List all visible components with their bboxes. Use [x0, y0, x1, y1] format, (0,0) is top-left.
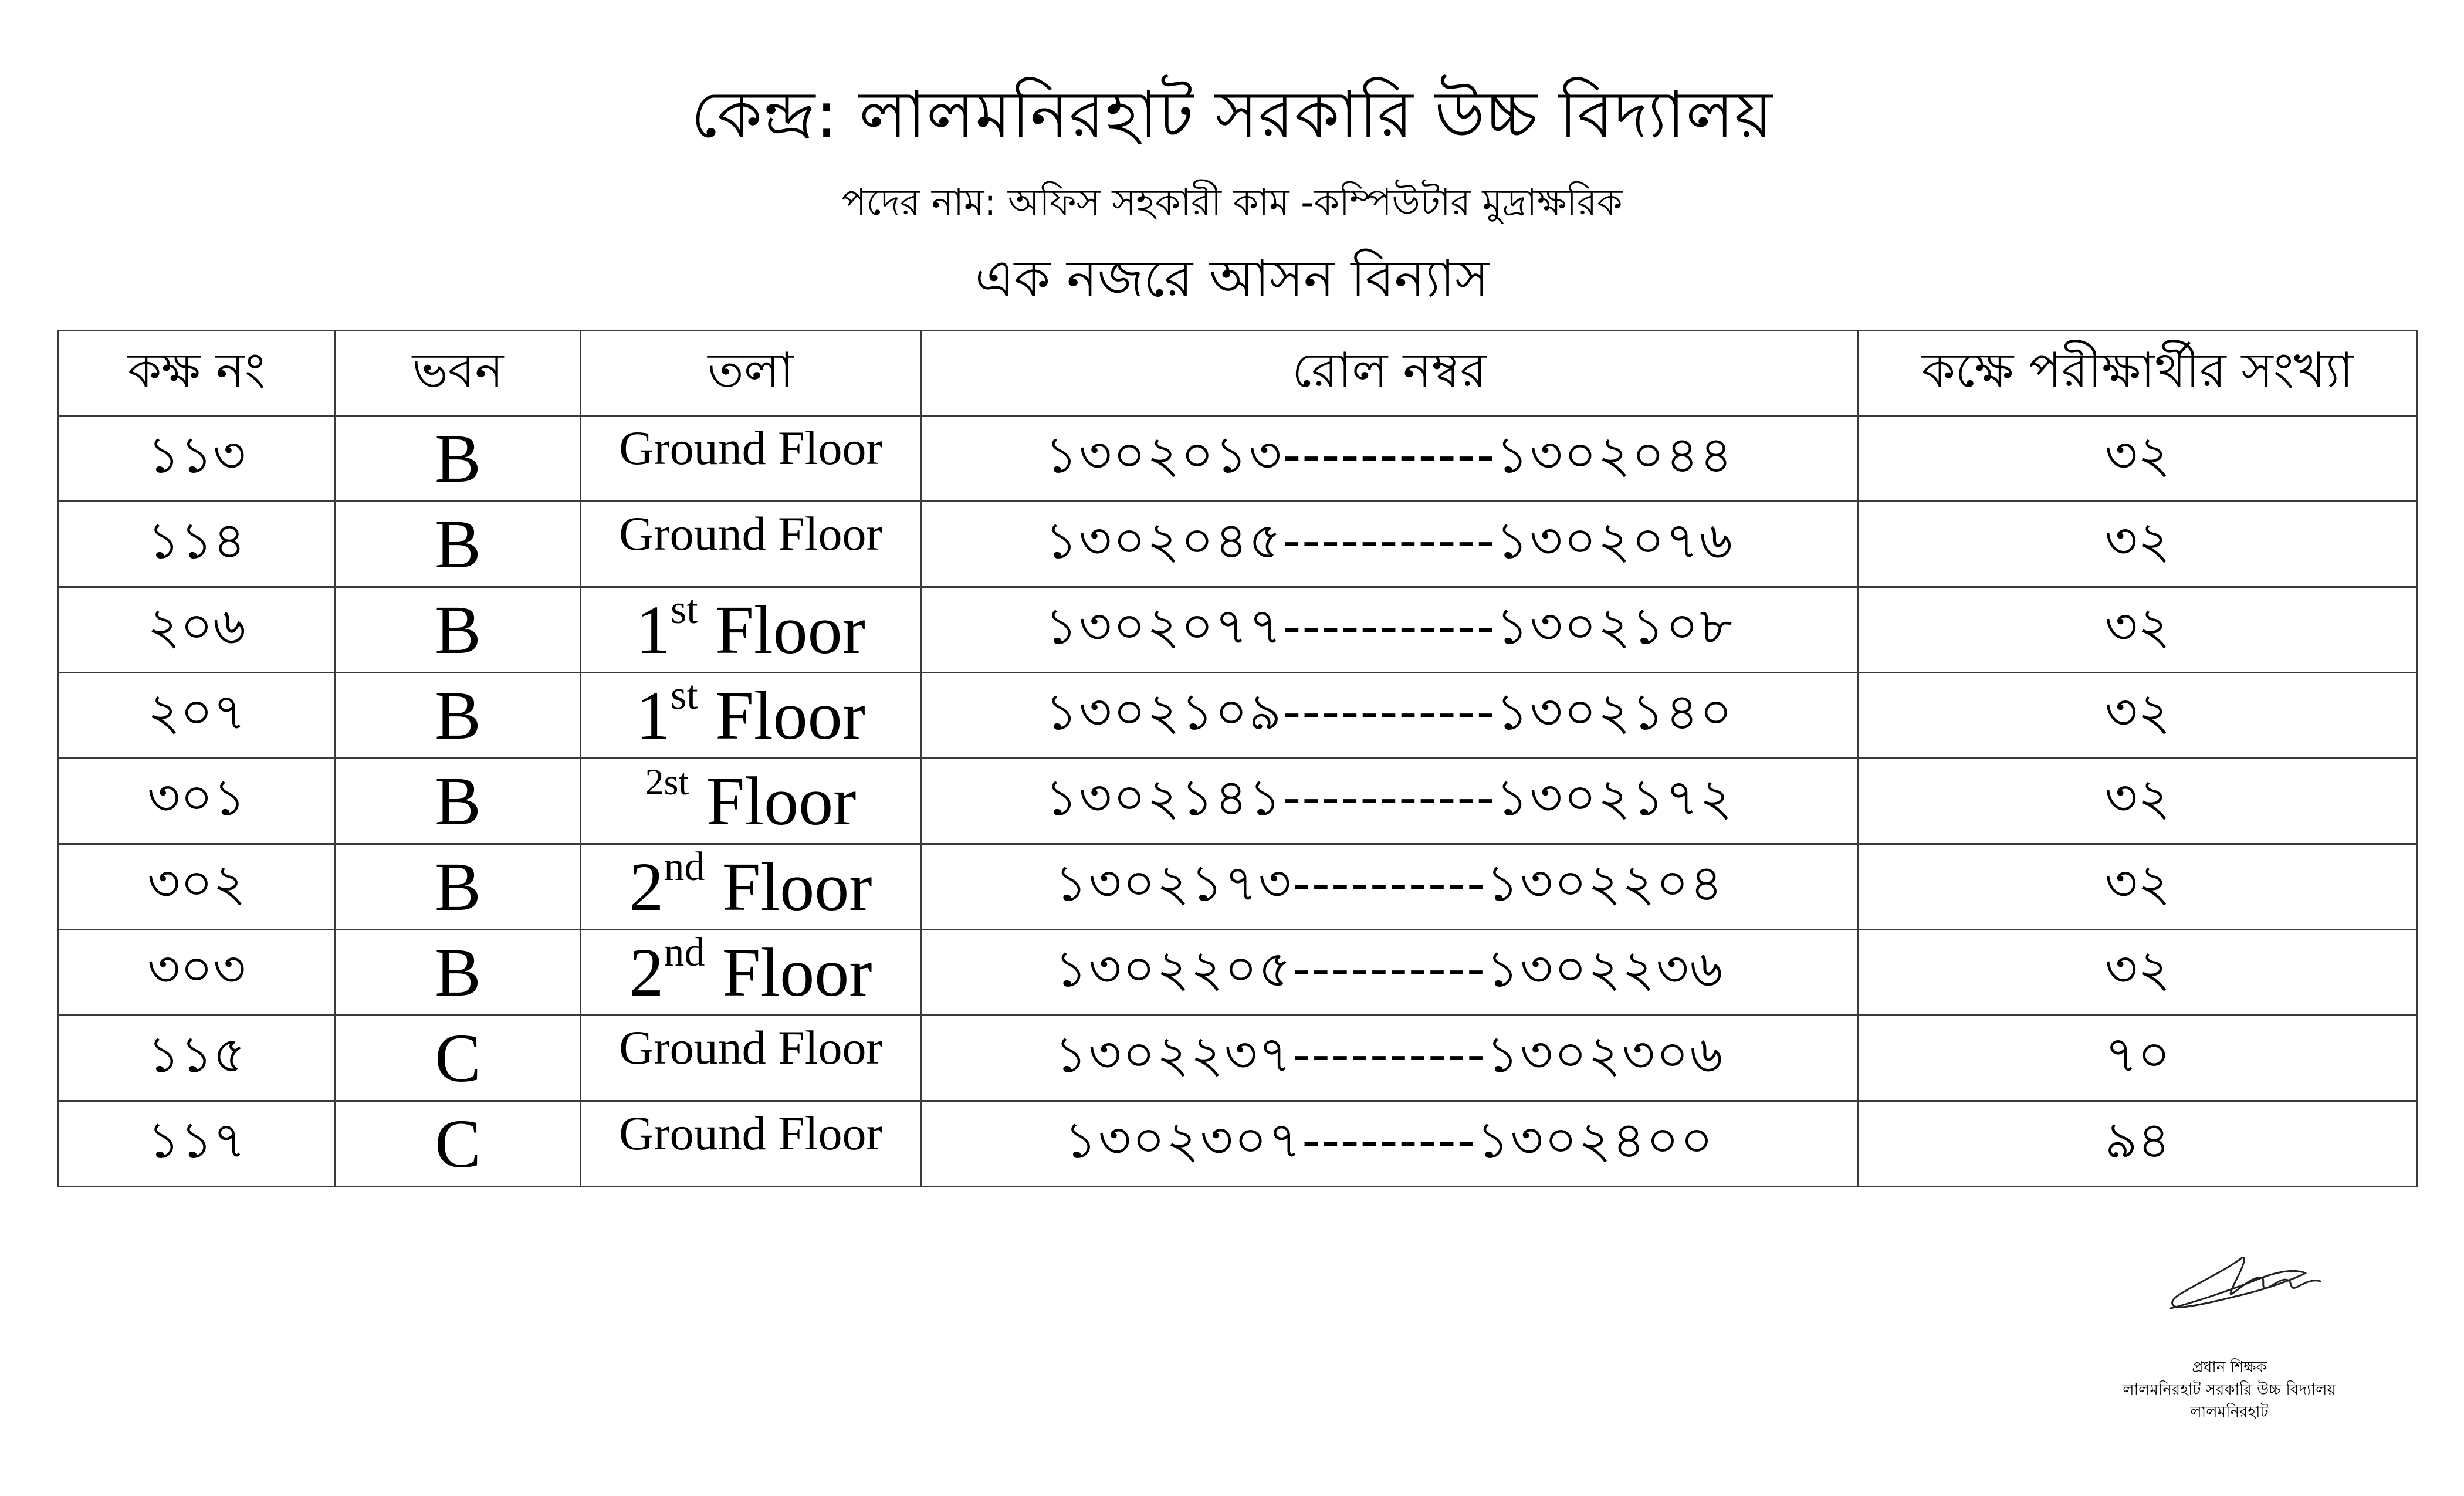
post-title: পদের নাম: অফিস সহকারী কাম -কম্পিউটার মুদ্রাক্ষরিক [841, 181, 1623, 224]
table-row [58, 1016, 2418, 1101]
floor-cell [581, 1016, 921, 1101]
building-cell: B [336, 587, 581, 673]
floor-ordinal-suffix: nd [664, 844, 705, 890]
floor-cell [581, 930, 921, 1016]
floor-number: 2 [629, 848, 664, 925]
table-row [58, 416, 2418, 502]
table-header-row [58, 331, 2418, 416]
signature-graphic [2159, 1238, 2329, 1326]
room-number-cell: ১১৭ [58, 1101, 336, 1187]
column-header-floor: তলা [581, 331, 921, 416]
floor-word: Floor [705, 933, 872, 1011]
roll-range-cell: ১৩০২০১৩-----------১৩০২০৪৪ [921, 416, 1858, 502]
roll-range-cell: ১৩০২১৭৩----------১৩০২২০৪ [921, 844, 1858, 930]
building-cell: C [336, 1101, 581, 1187]
table-row [58, 844, 2418, 930]
floor-label [645, 763, 857, 840]
building-cell: C [336, 1016, 581, 1101]
room-number-cell: ৩০২ [58, 844, 336, 930]
floor-ordinal-suffix: st [671, 587, 698, 633]
building-cell: B [336, 502, 581, 587]
room-number-cell: ১১৩ [58, 416, 336, 502]
floor-ordinal-suffix: 2st [645, 761, 689, 803]
roll-range-cell: ১৩০২২৩৭----------১৩০২৩০৬ [921, 1016, 1858, 1101]
building-cell: B [336, 759, 581, 844]
floor-cell [581, 759, 921, 844]
roll-range-cell: ১৩০২১৪১-----------১৩০২১৭২ [921, 759, 1858, 844]
roll-range-cell: ১৩০২২০৫----------১৩০২২৩৬ [921, 930, 1858, 1016]
floor-cell [581, 587, 921, 673]
room-number-cell: ২০৭ [58, 673, 336, 759]
signatory-school: লালমনিরহাট সরকারি উচ্চ বিদ্যালয় [2123, 1381, 2336, 1399]
floor-word: Floor [698, 676, 865, 754]
floor-cell [581, 1101, 921, 1187]
room-number-cell: ৩০১ [58, 759, 336, 844]
column-header-room: কক্ষ নং [58, 331, 336, 416]
column-header-building: ভবন [336, 331, 581, 416]
room-number-cell: ২০৬ [58, 587, 336, 673]
column-header-count: কক্ষে পরীক্ষার্থীর সংখ্যা [1858, 331, 2418, 416]
roll-range-cell: ১৩০২০৭৭-----------১৩০২১০৮ [921, 587, 1858, 673]
candidate-count-cell: ৩২ [1858, 673, 2418, 759]
floor-label: Ground Floor [619, 1020, 882, 1074]
floor-number: 1 [636, 676, 671, 754]
roll-range-cell: ১৩০২১০৯-----------১৩০২১৪০ [921, 673, 1858, 759]
floor-label: Ground Floor [619, 1106, 882, 1160]
candidate-count-cell: ৭০ [1858, 1016, 2418, 1101]
table-row [58, 930, 2418, 1016]
floor-cell [581, 502, 921, 587]
seat-plan-table [57, 330, 2418, 1187]
floor-cell [581, 673, 921, 759]
candidate-count-cell: ৩২ [1858, 759, 2418, 844]
floor-label [629, 844, 872, 925]
floor-label [629, 930, 872, 1011]
seat-table-body [58, 416, 2418, 1187]
candidate-count-cell: ৩২ [1858, 416, 2418, 502]
signatory-place: লালমনিরহাট [2190, 1403, 2269, 1421]
floor-label: Ground Floor [619, 421, 882, 475]
floor-cell [581, 844, 921, 930]
table-row [58, 673, 2418, 759]
room-number-cell: ১১৫ [58, 1016, 336, 1101]
candidate-count-cell: ৩২ [1858, 930, 2418, 1016]
floor-number: 2 [629, 933, 664, 1011]
floor-number: 1 [636, 591, 671, 668]
building-cell: B [336, 416, 581, 502]
candidate-count-cell: ৩২ [1858, 502, 2418, 587]
center-title: কেন্দ্র: লালমনিরহাট সরকারি উচ্চ বিদ্যালয় [691, 77, 1773, 152]
roll-range-cell: ১৩০২৩০৭---------১৩০২৪০০ [921, 1101, 1858, 1187]
table-row [58, 587, 2418, 673]
floor-word: Floor [705, 848, 872, 925]
floor-word: Floor [698, 591, 865, 668]
signatory-designation: প্রধান শিক্ষক [2192, 1359, 2267, 1376]
candidate-count-cell: ৩২ [1858, 587, 2418, 673]
table-row [58, 1101, 2418, 1187]
floor-label [636, 587, 865, 668]
building-cell: B [336, 673, 581, 759]
floor-ordinal-suffix: st [671, 673, 698, 719]
table-row [58, 759, 2418, 844]
room-number-cell: ১১৪ [58, 502, 336, 587]
floor-word: Floor [689, 762, 857, 840]
roll-range-cell: ১৩০২০৪৫-----------১৩০২০৭৬ [921, 502, 1858, 587]
seat-plan-title: এক নজরে আসন বিন্যাস [974, 248, 1490, 309]
floor-ordinal-suffix: nd [664, 930, 705, 976]
candidate-count-cell: ৯৪ [1858, 1101, 2418, 1187]
room-number-cell: ৩০৩ [58, 930, 336, 1016]
table-row [58, 502, 2418, 587]
column-header-roll: রোল নম্বর [921, 331, 1858, 416]
floor-label: Ground Floor [619, 506, 882, 560]
floor-label [636, 673, 865, 754]
building-cell: B [336, 930, 581, 1016]
building-cell: B [336, 844, 581, 930]
floor-cell [581, 416, 921, 502]
candidate-count-cell: ৩২ [1858, 844, 2418, 930]
